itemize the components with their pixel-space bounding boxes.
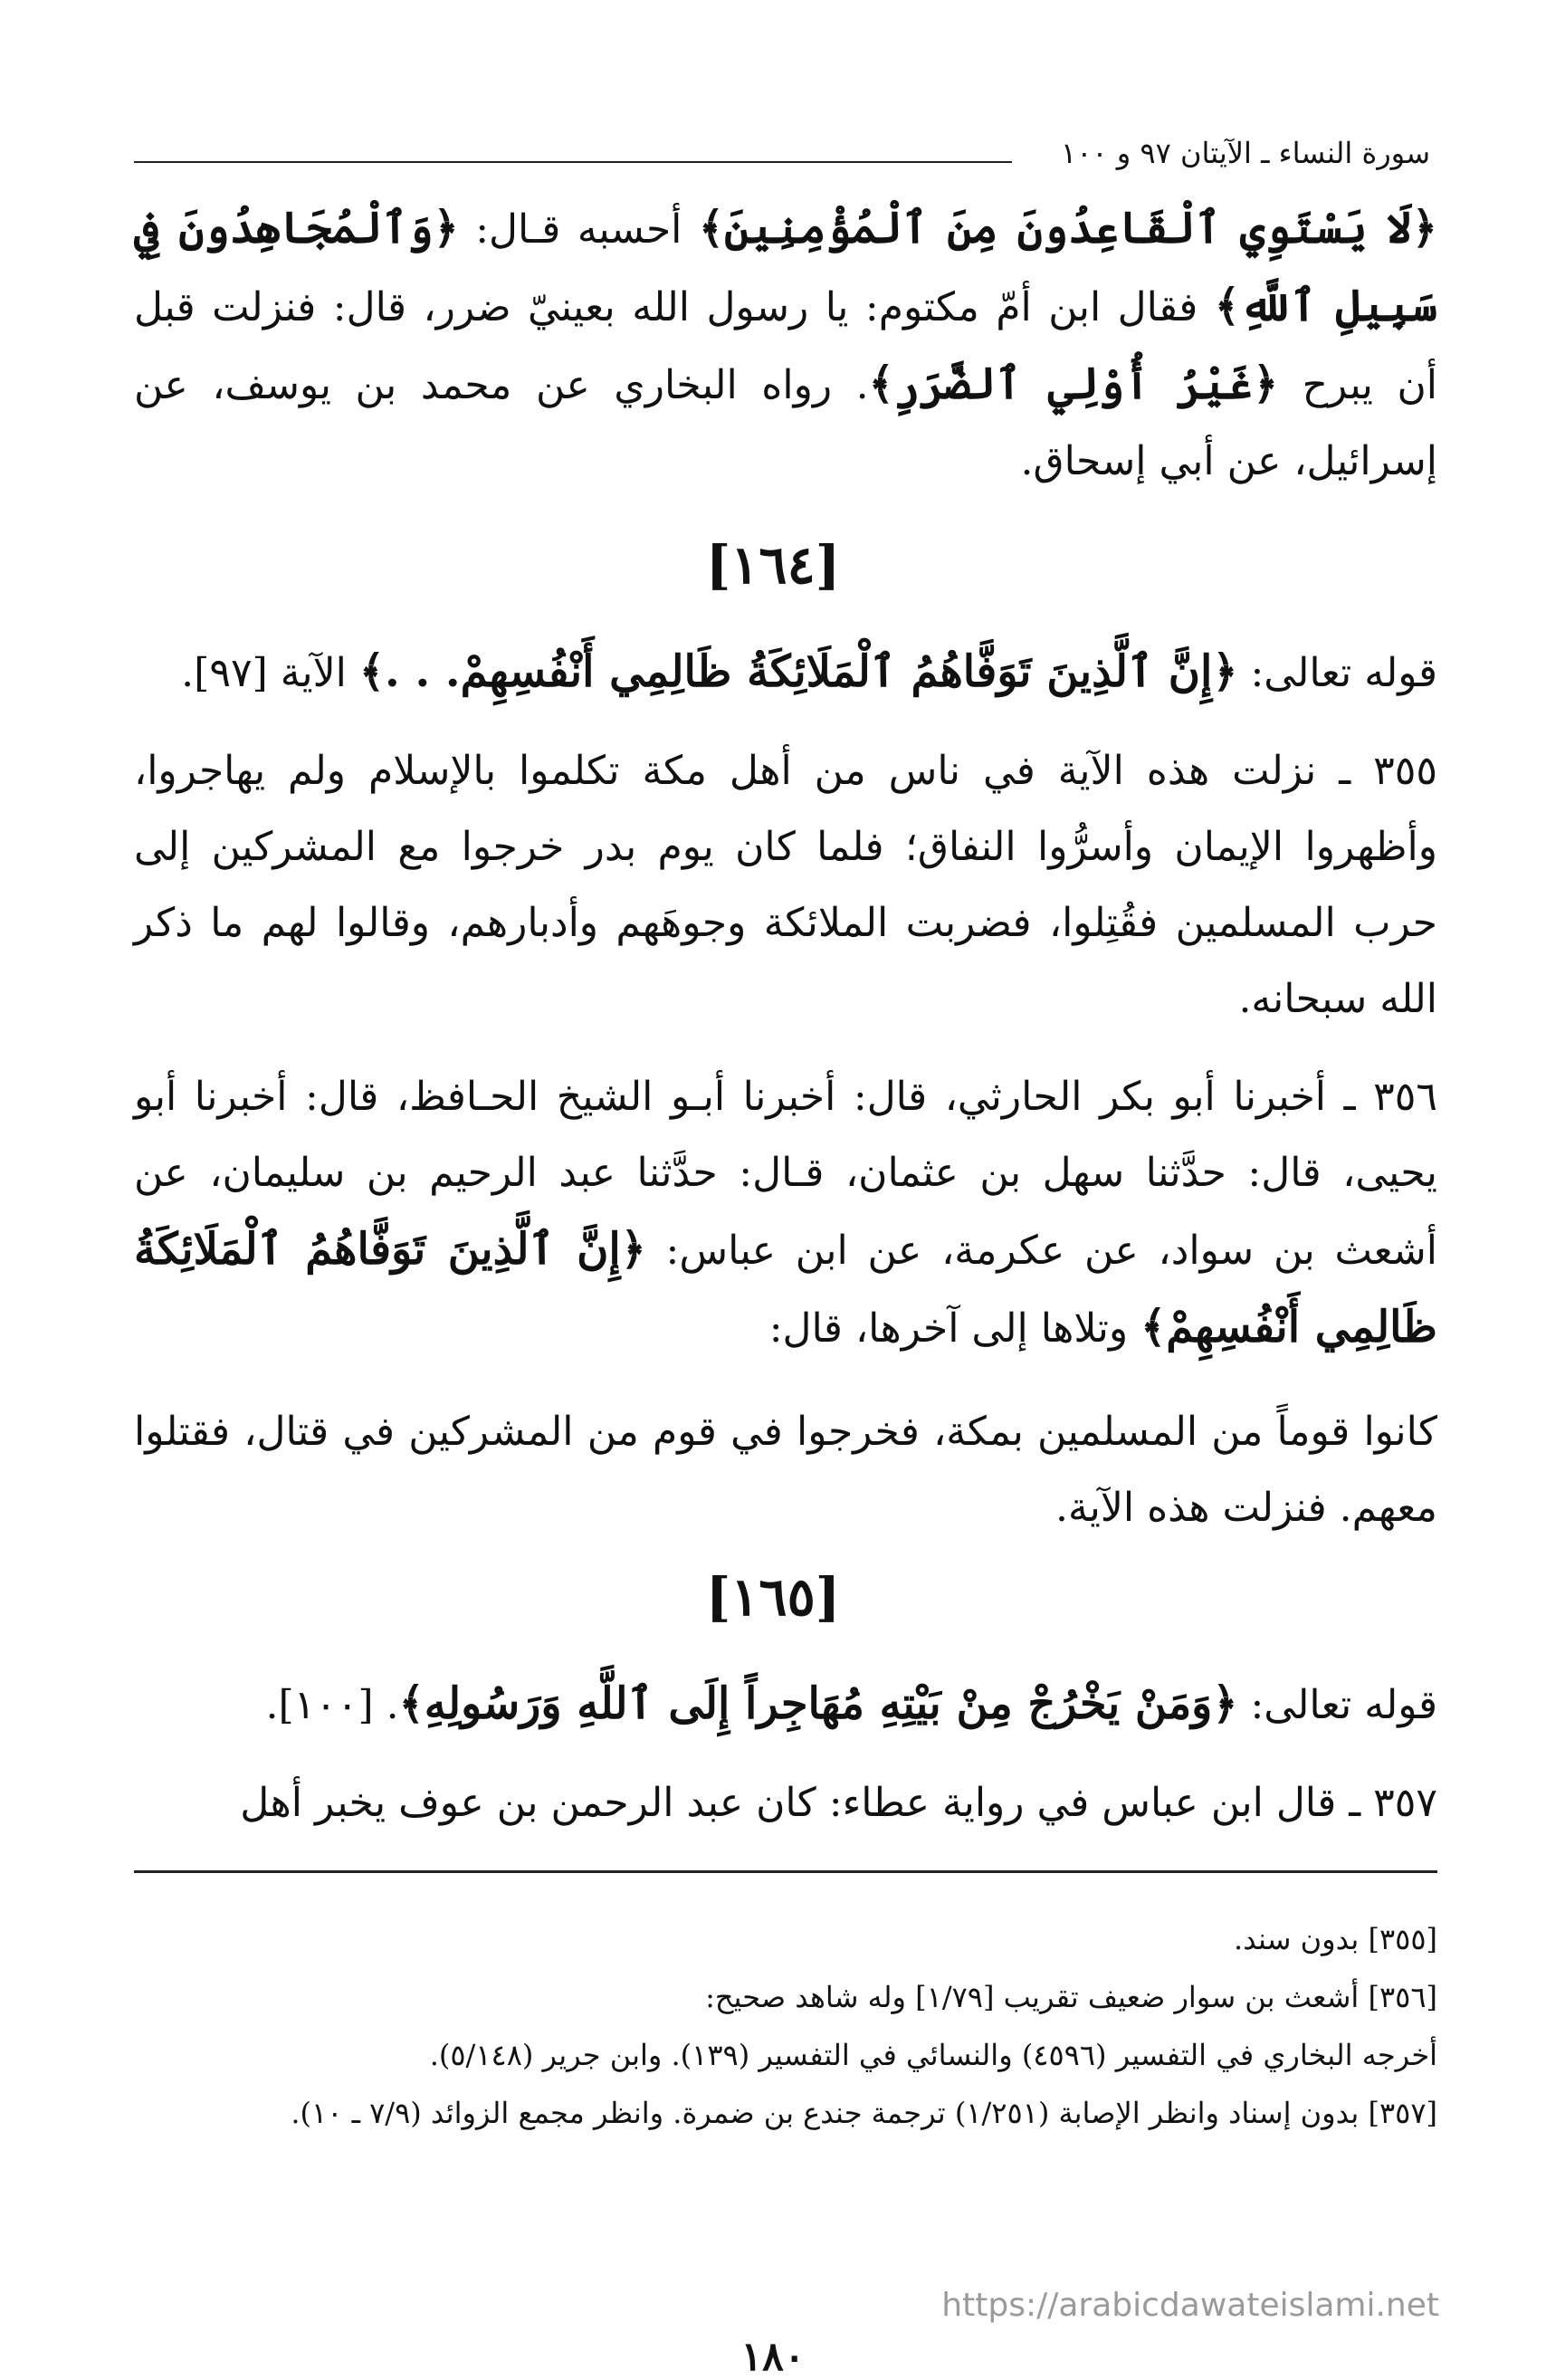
- quran-quote: ﴿إِنَّ ٱلَّذِينَ تَوَفَّاهُمُ ٱلْمَلَائِكَةُ ظَالِمِي أَنْفُسِهِمْ. . .﴾: [358, 646, 1238, 697]
- verse-suffix: الآية [٩٧].: [181, 650, 359, 696]
- paragraph-text: [134, 1059, 1437, 1367]
- page-number: ١٨٠: [740, 2334, 806, 2380]
- paragraph-357: [134, 1765, 1437, 1841]
- footnotes-rule: [134, 1870, 1437, 1873]
- verse-line: [134, 1666, 1437, 1744]
- verse-line-165: [134, 1666, 1437, 1744]
- footnote-357: [٣٥٧] بدون إسناد وانظر الإصابة (١/٢٥١) ترجمة جندع بن ضمرة. وانظر مجمع الزوائد (٧/٩ ـ ١٠).: [291, 2096, 1437, 2130]
- verse-prefix: قوله تعالى:: [1237, 650, 1437, 696]
- header-rule: [134, 161, 1012, 163]
- footnotes: [134, 1910, 1437, 2142]
- paragraph-356: [134, 1059, 1437, 1367]
- verse-suffix: . [١٠٠].: [265, 1682, 399, 1728]
- footnote-356-continued: أخرجه البخاري في التفسير (٤٥٩٦) والنسائي في التفسير (١٣٩). وابن جرير (٥/١٤٨).: [429, 2038, 1437, 2072]
- footnote-355: [٣٥٥] بدون سند.: [1234, 1922, 1437, 1956]
- text-segment: . رواه البخاري عن محمد بن يوسف، عن إسرائيل، عن أبي إسحاق.: [134, 362, 1437, 484]
- footnote-356: [٣٥٦] أشعث بن سوار ضعيف تقريب [١/٧٩] وله شاهد صحيح:: [705, 1980, 1437, 2014]
- text-segment: ٣٥٦ ـ أخبرنا أبو بكر الحارثي، قال: أخبرنا أبـو الشيخ الحـافظ، قال: أخبرنا أبو يحيى، قال: حدَّثنا سهل بن عثمان، قـال: حدَّثنا عبد الرحيم بن سليمان، عن أشعث بن سواد، عن عكرمة، عن ابن عباس:: [134, 1074, 1437, 1274]
- intro-text: [134, 190, 1437, 500]
- watermark-url: https://arabicdawateislami.net: [941, 2287, 1439, 2324]
- verse-prefix: قوله تعالى:: [1237, 1682, 1437, 1728]
- paragraph-text: ٣٥٥ ـ نزلت هذه الآية في ناس من أهل مكة تكلموا بالإسلام ولم يهاجروا، وأظهروا الإيمان وأسرُّوا النفاق؛ فلما كان يوم بدر خرجوا مع المشركين إلى حرب المسلمين فقُتِلوا، فضربت الملائكة وجوهَهم وأدبارهم، وقالوا لهم ما ذكر الله سبحانه.: [134, 748, 1437, 1022]
- quote-text: كانوا قوماً من المسلمين بمكة، فخرجوا في قوم من المشركين في قتال، فقتلوا معهم. فنزلت هذه الآية.: [134, 1409, 1437, 1531]
- running-header: سورة النساء ـ الآيتان ٩٧ و ١٠٠: [1061, 136, 1430, 170]
- text-segment: أحسبه قـال:: [458, 206, 699, 253]
- paragraph-text: ٣٥٧ ـ قال ابن عباس في رواية عطاء: كان عبد الرحمن بن عوف يخبر أهل: [240, 1780, 1437, 1826]
- text-segment: فقال ابن أمّ مكتوم: يا رسول الله بعينيّ ضرر، قال: فنزلت قبل أن يبرح: [134, 284, 1437, 408]
- verse-line: [134, 634, 1437, 712]
- quran-quote: ﴿لَا يَسْتَوِي ٱلْقَاعِدُونَ مِنَ ٱلْمُؤْمِنِينَ﴾: [698, 203, 1437, 253]
- section-number-165: [١٦٥]: [705, 1566, 841, 1628]
- quran-quote: ﴿إِنَّ ٱلَّذِينَ تَوَفَّاهُمُ ٱلْمَلَائِكَةُ ظَالِمِي أَنْفُسِهِمْ﴾: [134, 1224, 1437, 1352]
- quoted-paragraph: [134, 1394, 1437, 1546]
- quran-quote: ﴿وَٱلْمُجَاهِدُونَ فِي سَبِيلِ ٱللَّهِ﴾: [134, 203, 1437, 331]
- text-segment: وتلاها إلى آخرها، قال:: [768, 1305, 1141, 1352]
- paragraph-355: [134, 733, 1437, 1037]
- intro-paragraph: [134, 190, 1437, 500]
- verse-line-164: [134, 634, 1437, 712]
- section-number-164: [١٦٤]: [705, 534, 841, 596]
- quran-quote: ﴿وَمَنْ يَخْرُجْ مِنْ بَيْتِهِ مُهَاجِراً إِلَى ٱللَّهِ وَرَسُولِهِ﴾: [398, 1678, 1238, 1729]
- quran-quote: ﴿غَيْرُ أُوْلِي ٱلضَّرَرِ﴾: [868, 358, 1279, 409]
